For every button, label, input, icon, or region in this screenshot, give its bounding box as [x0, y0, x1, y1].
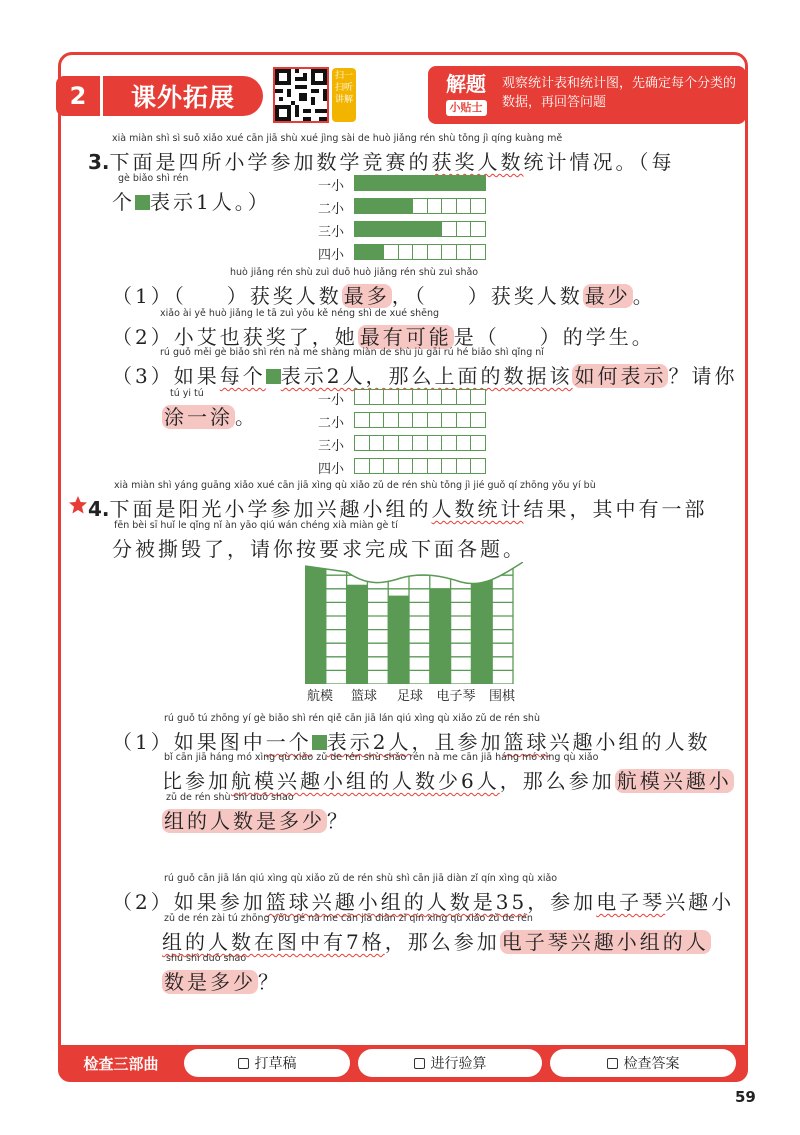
q4-sub2-e: 电子琴 [596, 890, 666, 914]
checkbox-draft[interactable] [184, 1049, 350, 1077]
q3-sub1-line [112, 280, 656, 309]
checkbox-verify-label: 进行验算 [430, 1056, 487, 1072]
bar-label-2: 篮球 [350, 689, 377, 704]
q4-sub2-line-2 [162, 926, 711, 955]
q3-sub3-a: 如果 [173, 364, 220, 388]
q3-pinyin-2: gè biǎo shì rén [118, 173, 189, 184]
q3-sub2-num: （2） [112, 325, 174, 349]
bar-1 [305, 562, 326, 684]
page-number: 59 [735, 1088, 756, 1106]
q3-strip-cell [470, 244, 486, 260]
green-square-icon-3 [312, 735, 327, 750]
footer-title: 检查三部曲 [83, 1054, 159, 1073]
bar-label-3: 足球 [396, 689, 423, 704]
bar-4 [430, 589, 451, 684]
q4-sub1-pinyin-1: rú guǒ tú zhōng yí gè biǎo shì rén qiě cān jiā lán qiú xìng qù xiǎo zǔ de rén shù [164, 713, 540, 724]
q3-sub2-line [112, 321, 655, 350]
bar-2 [347, 585, 368, 684]
q4-sub1-e: 篮球 [503, 730, 550, 754]
tip-label-main: 解题 [446, 72, 486, 96]
q3-empty-strip-cell[interactable] [470, 389, 486, 405]
q3-strip-row-1 [354, 175, 485, 191]
q4-sub1-j: ，那么参加 [499, 769, 615, 793]
q3-sub3-c: 表示2人，那么上面的数据该 [280, 364, 573, 388]
q4-sub1-i: 兴趣小组的人数少6人 [277, 769, 500, 793]
q4-sub2-pinyin-3: shù shì duō shao [166, 953, 247, 964]
bar-label-5: 围棋 [488, 689, 515, 704]
q3-sub3-f: 涂一涂 [164, 405, 233, 429]
q3-text-d: 个 [112, 190, 135, 214]
q4-pinyin-2: fēn bèi sī huǐ le qǐng nǐ àn yāo qiú wán chéng xià miàn gè tí [114, 520, 398, 531]
q3-sub3-b: 每个 [219, 364, 266, 388]
q3-empty-strip-label-3: 三小 [317, 439, 344, 454]
q3-sub3-e: ？请你 [668, 364, 738, 388]
checkbox-verify[interactable] [358, 1049, 542, 1077]
star-icon [68, 495, 88, 515]
q4-sub2-j: 数是多少 [164, 970, 256, 994]
q4-sub1-line-1 [112, 726, 710, 755]
bar-label-1: 航模 [306, 689, 333, 704]
tip-label [434, 72, 498, 118]
q3-text-b: 获奖人数 [431, 150, 524, 174]
section-title: 课外拓展 [103, 76, 263, 116]
green-square-icon-2 [266, 369, 281, 384]
q4-sub1-d: ，且参加 [411, 730, 504, 754]
q3-sub1-a: ）获奖人数 [226, 284, 342, 308]
q3-strip-row-2 [354, 198, 485, 214]
q4-sub2-b: 篮球 [265, 890, 312, 914]
q3-empty-strip-row-3[interactable] [354, 435, 485, 451]
q4-sub2-g: 组的人数在图中有7格 [162, 930, 385, 954]
q3-strip-cell [470, 198, 486, 214]
q3-sub2-c: 是（ [453, 325, 500, 349]
checkbox-draft-label: 打草稿 [254, 1056, 297, 1072]
q3-empty-strip-cell[interactable] [470, 458, 486, 474]
q3-empty-strip-cell[interactable] [470, 435, 486, 451]
q4-sub1-k: 航模兴趣小 [616, 769, 732, 793]
q3-sub1-b: 最多 [343, 284, 390, 308]
q4-sub2-num: （2） [112, 890, 174, 914]
q4-sub1-num: （1） [112, 730, 174, 754]
q4-sub2-c: 兴趣小组的人数是35 [311, 890, 528, 914]
q3-number: 3. [88, 150, 110, 174]
q3-sub3-line [112, 360, 737, 389]
q3-sub1-pinyin: huò jiǎng rén shù zuì duō huò jiǎng rén shù zuì shǎo [230, 267, 479, 278]
q3-sub3-num: （3） [112, 364, 174, 388]
q4-text-a: 下面是阳光小学参加兴趣小组的 [109, 497, 432, 521]
tip-label-sub: 小贴士 [446, 100, 487, 116]
q3-sub1-d: ）获奖人数 [467, 284, 583, 308]
q3-empty-strip-row-4[interactable] [354, 458, 485, 474]
q3-sub3-line-2 [162, 401, 258, 430]
torn-edge [305, 562, 523, 584]
q3-sub1-num: （1）（ [112, 284, 187, 308]
q3-sub3-pinyin-2: tú yi tú [170, 388, 204, 399]
q3-strip-cell [470, 175, 486, 191]
q4-text-b: 人数统计 [431, 497, 524, 521]
q4-sub1-pinyin-2: bǐ cān jiā háng mó xìng qù xiǎo zǔ de rén shù shǎo rén nà me cān jiā háng mó xìng qù xiǎo [164, 752, 599, 763]
checkbox-icon[interactable] [607, 1058, 618, 1069]
q3-strip-label-3: 三小 [317, 225, 344, 240]
q3-sub1-f: 。 [632, 284, 656, 308]
checkbox-check-answer-label: 检查答案 [623, 1056, 680, 1072]
q3-sub3-d: 如何表示 [574, 364, 667, 388]
q4-sub1-a: 如果图中 [173, 730, 266, 754]
q3-line-2 [112, 186, 271, 215]
q4-sub2-d: ，参加 [527, 890, 597, 914]
q3-sub3-g: 。 [235, 405, 258, 429]
q3-pinyin-1: xià miàn shì sì suǒ xiǎo xué cān jiā shù xué jìng sài de huò jiǎng rén shù tǒng jì qíng kuàng mě [112, 133, 563, 144]
q3-text-a: 下面是四所小学参加数学竞赛的 [109, 150, 432, 174]
q3-strip-row-4 [354, 244, 485, 260]
q4-number: 4. [88, 497, 110, 521]
q4-sub1-b: 一个 [265, 730, 312, 754]
green-square-icon [135, 195, 150, 210]
qr-code-icon[interactable] [273, 67, 329, 123]
q3-strip-label-1: 一小 [317, 179, 344, 194]
q3-strip-row-3 [354, 221, 485, 237]
q3-strip-label-4: 四小 [317, 248, 344, 263]
q4-sub2-k: ？ [258, 970, 281, 994]
q4-sub2-h: ，那么参加 [384, 930, 500, 954]
q3-empty-strip-row-2[interactable] [354, 412, 485, 428]
q4-sub2-line-3 [162, 966, 281, 995]
q3-strip-label-2: 二小 [317, 202, 344, 217]
q4-sub2-pinyin-2: zǔ de rén zài tú zhōng yǒu gé nà me cān jiā diàn zǐ qín xìng qù xiǎo zǔ de rén [164, 913, 533, 924]
q4-sub1-m: ？ [327, 809, 350, 833]
unit-number-badge: 2 [56, 76, 100, 116]
q3-sub1-c: ，（ [391, 284, 428, 308]
qr-note-label: 扫一扫听讲解 [332, 68, 356, 122]
checkbox-icon[interactable] [414, 1058, 425, 1069]
bar-label-4: 电子琴 [436, 689, 476, 704]
q4-sub1-line-3 [162, 805, 350, 834]
q4-sub1-l: 组的人数是多少 [164, 809, 325, 833]
q4-sub2-line-1 [112, 886, 734, 915]
checkbox-check-answer[interactable] [550, 1049, 736, 1077]
q4-text-c: 结果，其中有一部 [523, 497, 708, 521]
q4-sub1-f: 兴趣小组的人数 [549, 730, 711, 754]
q4-line-2: 分被撕毁了，请你按要求完成下面各题。 [112, 537, 526, 561]
q4-pinyin-1: xià miàn shì yáng guāng xiǎo xué cān jiā xìng qù xiǎo zǔ de rén shù tǒng jì jié guǒ qí zhōng yǒu yí bù [114, 480, 596, 491]
q4-sub1-line-2 [162, 765, 734, 794]
q4-torn-bar-chart [305, 562, 523, 684]
q3-empty-strip-label-2: 二小 [317, 416, 344, 431]
q4-sub1-c: 表示2人 [326, 730, 412, 754]
checkbox-icon[interactable] [238, 1058, 249, 1069]
q3-empty-strip-label-4: 四小 [317, 462, 344, 477]
q3-sub1-e: 最少 [584, 284, 631, 308]
q4-sub2-f: 兴趣小 [665, 890, 735, 914]
q3-empty-strip-cell[interactable] [470, 412, 486, 428]
q4-sub2-a: 如果参加 [173, 890, 266, 914]
q3-text-c: 统计情况。（每 [523, 150, 675, 174]
q3-sub2-a: 小艾也获奖了，她 [173, 325, 358, 349]
q3-line-1 [88, 146, 675, 175]
q3-sub2-d: ）的学生。 [539, 325, 655, 349]
q4-sub2-i: 电子琴兴趣小组的人 [501, 930, 709, 954]
tip-text: 观察统计表和统计图，先确定每个分类的数据，再回答问题 [502, 76, 737, 110]
q4-sub1-pinyin-3: zǔ de rén shù shì duō shao [166, 792, 294, 803]
q3-sub3-pinyin: rú guǒ měi gè biǎo shì rén nà me shàng miàn de shù jù gāi rú hé biǎo shì qǐng nǐ [160, 347, 544, 358]
q3-empty-strip-label-1: 一小 [317, 393, 344, 408]
q4-sub2-pinyin-1: rú guǒ cān jiā lán qiú xìng qù xiǎo zǔ de rén shù shì cān jiā diàn zǐ qín xìng qù xiǎo [164, 873, 558, 884]
q3-strip-cell [470, 221, 486, 237]
q3-sub2-b: 最有可能 [359, 325, 452, 349]
q3-sub2-pinyin: xiǎo ài yě huò jiǎng le tā zuì yǒu kě néng shì de xué shēng [160, 308, 440, 319]
q4-sub1-g: 比参加 [162, 769, 231, 793]
q3-text-e: 表示1人。） [150, 190, 271, 214]
q4-sub1-h: 航模 [231, 769, 277, 793]
q4-line-1 [88, 493, 708, 522]
q3-empty-strip-row-1[interactable] [354, 389, 485, 405]
